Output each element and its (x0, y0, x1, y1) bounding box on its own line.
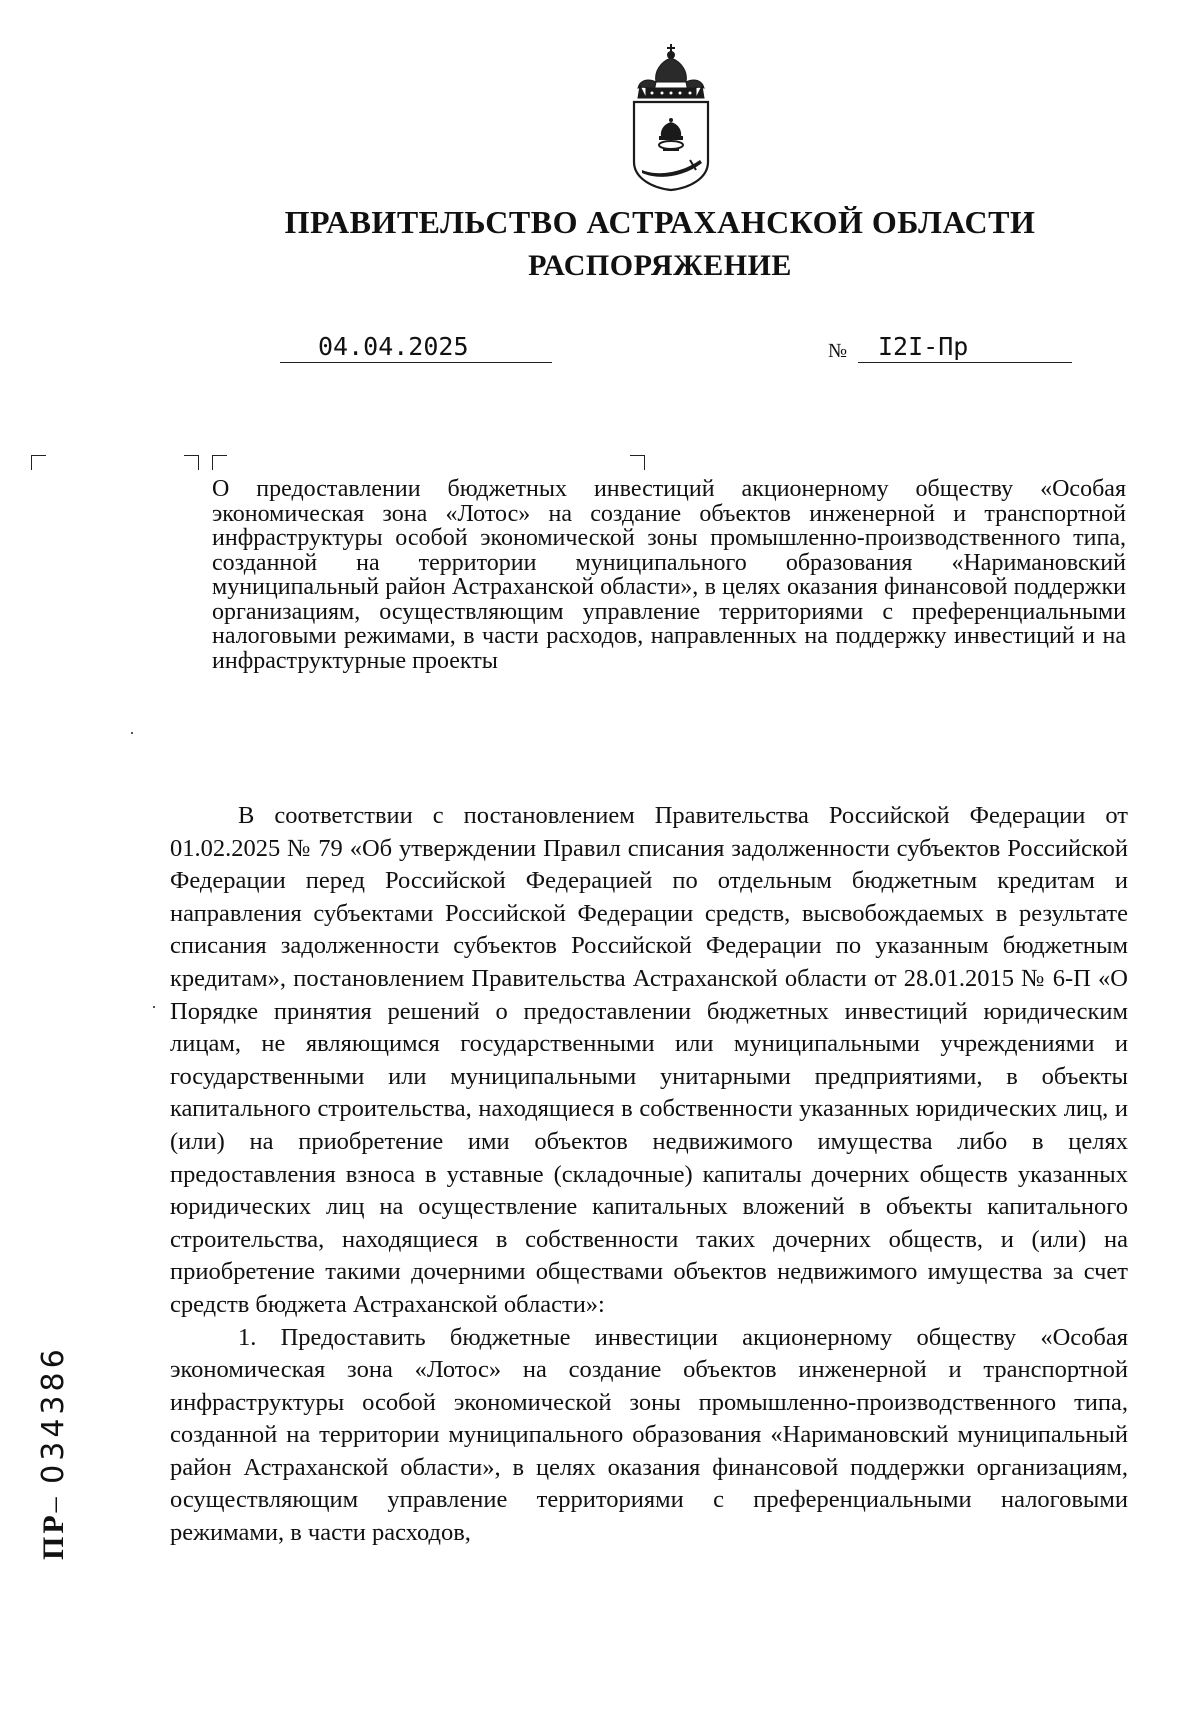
coat-of-arms-emblem (630, 42, 712, 192)
stamp-prefix: ПР (37, 1512, 70, 1560)
document-type-heading: РАСПОРЯЖЕНИЕ (528, 249, 792, 282)
scan-speck (153, 1006, 155, 1008)
preamble-paragraph: В соответствии с постановлением Правительства Российской Федерации от 01.02.2025 № 79 «Об утверждении Правил списания задолженности субъектов Российской Федерации перед Российской Федерацией по отдельным бюджетным кредитам и направления субъектами Российской Федерации средств, высвобождаемых в результате списания задолженности субъектов Российской Федерации по указанным бюджетным кредитам», постановлением Правительства Астраханской области от 28.01.2015 № 6-П «О Порядке принятия решений о предоставлении бюджетных инвестиций юридическим лицам, не являющимся государственными или муниципальными учреждениями и государственными или муниципальными унитарными предприятиями, в объекты капитального строительства, находящиеся в собственности указанных юридических лиц, и (или) на приобретение ими объектов недвижимого имущества либо в целях предоставления взноса в уставные (складочные) капиталы дочерних обществ указанных юридических лиц на осуществление капитальных вложений в объекты капитального строительства, находящиеся в собственности таких дочерних обществ, и (или) на приобретение такими дочерними обществами объектов недвижимого имущества за счет средств бюджета Астраханской области»: (170, 802, 1128, 1318)
corner-mark-top-left (31, 455, 46, 470)
corner-mark-inner-left (212, 455, 227, 470)
scan-speck (131, 732, 133, 734)
organization-title: ПРАВИТЕЛЬСТВО АСТРАХАНСКОЙ ОБЛАСТИ (284, 204, 1036, 240)
document-subject: О предоставлении бюджетных инвестиций акционерному обществу «Особая экономическая зона «Лотос» на создание объектов инженерной и транспортной инфраструктуры особой экономической зоны промышленно-производственного типа, созданной на территории муниципального образования «Наримановский муниципальный район Астраханской области», в целях оказания финансовой поддержки организациям, осуществляющим управление территориями с преференциальными налоговыми режимами, в части расходов, направленных на поддержку инвестиций и на инфраструктурные проекты (212, 476, 1126, 674)
number-sign-label: № (828, 340, 848, 362)
stamp-number: 034386 (36, 1345, 71, 1484)
corner-mark-top-right (630, 455, 645, 470)
document-body (170, 800, 1128, 1550)
item-1-paragraph: 1. Предоставить бюджетные инвестиции акционерному обществу «Особая экономическая зона «Лотос» на создание объектов инженерной и транспортной инфраструктуры особой экономической зоны промышленно-производственного типа, созданной на территории муниципального образования «Наримановский муниципальный район Астраханской области», в целях оказания финансовой поддержки организациям, осуществляющим управление территориями с преференциальными налоговыми режимами, в части расходов, (170, 1323, 1128, 1547)
document-number: I2I-Пр (858, 332, 1072, 363)
corner-mark-inner-right (184, 455, 199, 470)
document-date: 04.04.2025 (280, 332, 552, 363)
stamp-separator: – (37, 1494, 70, 1513)
